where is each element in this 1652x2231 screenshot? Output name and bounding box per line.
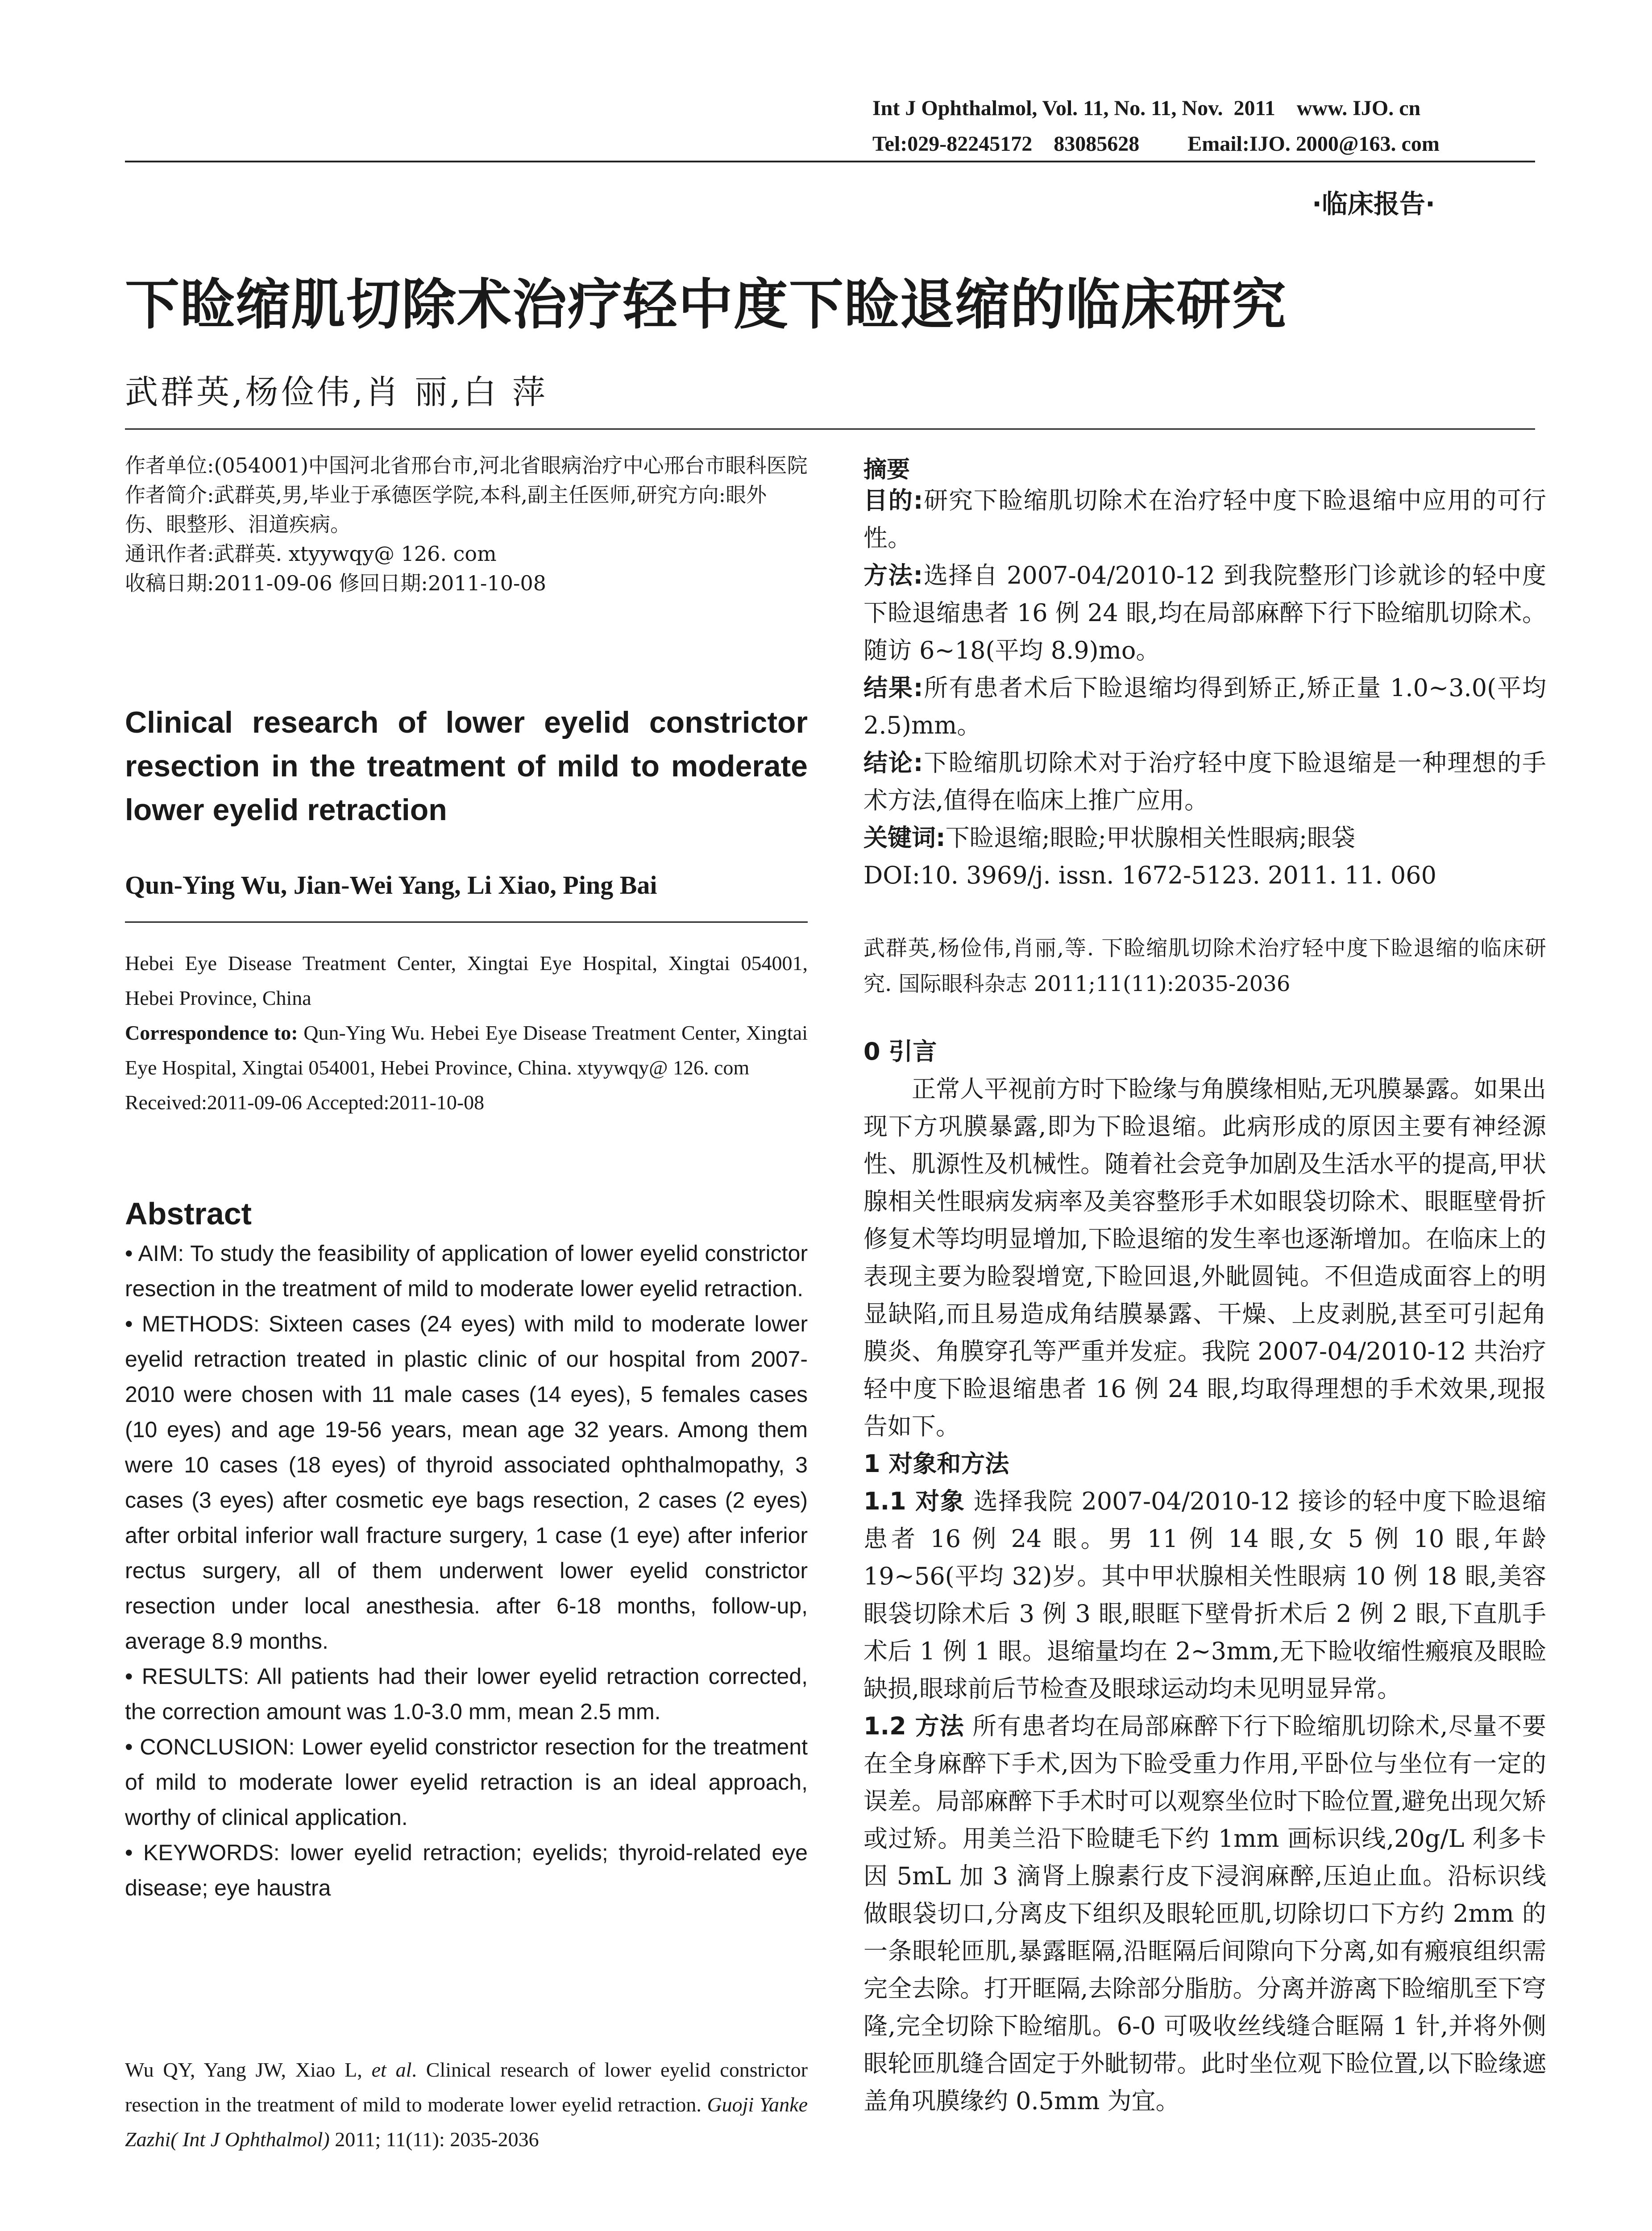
affiliation: Hebei Eye Disease Treatment Center, Xingtai Eye Hospital, Xingtai 054001, Hebei Province, China xyxy=(125,952,808,1009)
cn-results xyxy=(863,669,1546,744)
english-authors: Qun-Ying Wu, Jian-Wei Yang, Li Xiao, Ping Bai xyxy=(125,871,657,900)
cn-conclusion xyxy=(863,744,1546,819)
header-rule xyxy=(125,161,1535,162)
cn-abstract-heading: 摘要 xyxy=(863,456,910,483)
correspondence-label: Correspondence to: xyxy=(125,1021,298,1044)
english-affiliation-block xyxy=(125,946,808,1120)
cn-aim-text: 研究下睑缩肌切除术在治疗轻中度下睑退缩中应用的可行性。 xyxy=(863,486,1546,552)
authors-rule xyxy=(125,921,808,923)
author-unit: 作者单位:(054001)中国河北省邢台市,河北省眼病治疗中心邢台市眼科医院 xyxy=(125,453,808,477)
english-abstract xyxy=(125,1236,808,1906)
section-1-2 xyxy=(863,1708,1546,2120)
corresponding-author: 通讯作者:武群英. xtyywqy@ 126. com xyxy=(125,542,497,566)
cn-results-label: 结果: xyxy=(863,674,923,702)
cn-conclusion-label: 结论: xyxy=(863,749,923,777)
cn-citation: 武群英,杨俭伟,肖丽,等. 下睑缩肌切除术治疗轻中度下睑退缩的临床研究. 国际眼科杂志 2011;11(11):2035-2036 xyxy=(863,936,1546,996)
english-dates: Received:2011-09-06 Accepted:2011-10-08 xyxy=(125,1091,485,1114)
cn-methods xyxy=(863,557,1546,669)
cn-results-text: 所有患者术后下睑退缩均得到矫正,矫正量 1.0~3.0(平均 2.5)mm。 xyxy=(863,674,1546,739)
abstract-results: • RESULTS: All patients had their lower eyelid retraction corrected, the correction amount was 1.0-3.0 mm, mean 2.5 mm. xyxy=(125,1664,808,1724)
cn-keywords-label: 关键词: xyxy=(863,824,946,852)
author-bio: 作者简介:武群英,男,毕业于承德医学院,本科,副主任医师,研究方向:眼外伤、眼整形、泪道疾病。 xyxy=(125,483,767,536)
cn-aim-label: 目的: xyxy=(863,486,923,514)
section-1-1-text: 选择我院 2007-04/2010-12 接诊的轻中度下睑退缩患者 16 例 24 眼。男 11 例 14 眼,女 5 例 10 眼,年龄 19~56(平均 32)岁。其中甲状腺相关性眼病 10 例 18 眼,美容眼袋切除术后 3 例 3 眼,眼眶下壁骨折术后 2 例 2 眼,下直肌手术后 1 例 1 眼。退缩量均在 2~3mm,无下睑收缩性瘢痕及眼睑缺损,眼球前后节检查及眼球运动均未见明显异常。 xyxy=(863,1487,1546,1703)
cn-doi: DOI:10. 3969/j. issn. 1672-5123. 2011. 11. 060 xyxy=(863,861,1436,889)
cn-conclusion-text: 下睑缩肌切除术对于治疗轻中度下睑退缩是一种理想的手术方法,值得在临床上推广应用。 xyxy=(863,749,1546,814)
abstract-aim: • AIM: To study the feasibility of application of lower eyelid constrictor resection in the treatment of mild to moderate lower eyelid retraction. xyxy=(125,1241,808,1301)
abstract-keywords: • KEYWORDS: lower eyelid retraction; eyelids; thyroid-related eye disease; eye haustra xyxy=(125,1840,808,1900)
abstract-methods: • METHODS: Sixteen cases (24 eyes) with mild to moderate lower eyelid retraction treated in plastic clinic of our hospital from 2007-2010 were chosen with 11 male cases (14 eyes), 5 females cases (10 eyes) and age 19-56 years, mean age 32 years. Among them were 10 cases (18 eyes) of thyroid associated ophthalmopathy, 3 cases (3 eyes) after cosmetic eye bags resection, 2 cases (2 eyes) after orbital inferior wall fracture surgery, 1 case (1 eye) after inferior rectus surgery, all of them underwent lower eyelid constrictor resection under local anesthesia. after 6-18 months, follow-up, average 8.9 months. xyxy=(125,1311,808,1654)
cn-abstract xyxy=(863,482,1546,894)
citation-title: . Clinical research of lower eyelid constrictor resection in the treatment of mild to moderate lower eyelid retraction. xyxy=(125,2058,808,2116)
section-1-2-label: 1.2 方法 xyxy=(863,1712,964,1740)
cn-keywords xyxy=(863,819,1546,857)
section-tag: ·临床报告· xyxy=(1312,189,1436,219)
citation-volume: 2011; 11(11): 2035-2036 xyxy=(329,2128,539,2151)
author-meta xyxy=(125,451,808,598)
heading-methods: 1 对象和方法 xyxy=(863,1450,1009,1478)
section-1-1 xyxy=(863,1483,1546,1708)
intro-paragraph: 正常人平视前方时下睑缘与角膜缘相贴,无巩膜暴露。如果出现下方巩膜暴露,即为下睑退缩。此病形成的原因主要有神经源性、肌源性及机械性。随着社会竞争加剧及生活水平的提高,甲状腺相关性眼病发病率及美容整形手术如眼袋切除术、眼眶壁骨折修复术等均明显增加,下睑退缩的发生率也逐渐增加。在临床上的表现主要为睑裂增宽,下睑回退,外眦圆钝。不但造成面容上的明显缺陷,而且易造成角结膜暴露、干燥、上皮剥脱,甚至可引起角膜炎、角膜穿孔等严重并发症。我院 2007-04/2010-12 共治疗轻中度下睑退缩患者 16 例 24 眼,均取得理想的手术效果,现报告如下。 xyxy=(863,1075,1546,1440)
authors-cn: 武群英,杨俭伟,肖 丽,白 萍 xyxy=(125,373,548,411)
abstract-heading: Abstract xyxy=(125,1196,252,1231)
title-rule xyxy=(125,428,1535,430)
citation-authors: Wu QY, Yang JW, Xiao L, xyxy=(125,2058,372,2081)
cn-keywords-text: 下睑退缩;眼睑;甲状腺相关性眼病;眼袋 xyxy=(945,824,1356,852)
cn-aim xyxy=(863,482,1546,557)
citation-etal: et al xyxy=(371,2058,412,2081)
cn-methods-text: 选择自 2007-04/2010-12 到我院整形门诊就诊的轻中度下睑退缩患者 16 例 24 眼,均在局部麻醉下行下睑缩肌切除术。随访 6~18(平均 8.9)mo。 xyxy=(863,561,1546,664)
english-title: Clinical research of lower eyelid constrictor resection in the treatment of mild to moderate lower eyelid retraction xyxy=(125,705,808,827)
journal-header: Int J Ophthalmol, Vol. 11, No. 11, Nov. 2011 www. IJO. cn xyxy=(872,96,1421,120)
english-citation xyxy=(125,2053,808,2157)
correspondence-text: Qun-Ying Wu. Hebei Eye Disease Treatment Center, Xingtai Eye Hospital, Xingtai 054001, Hebei Province, China. xtyywqy@ 126. com xyxy=(125,1021,808,1079)
contact-header: Tel:029-82245172 83085628 Email:IJO. 2000@163. com xyxy=(872,132,1440,156)
citation-journal: Guoji Yanke Zazhi( Int J Ophthalmol) xyxy=(125,2093,808,2151)
correspondence xyxy=(125,1016,808,1085)
received-dates: 收稿日期:2011-09-06 修回日期:2011-10-08 xyxy=(125,571,547,595)
article-body xyxy=(863,1033,1546,2120)
cn-methods-label: 方法: xyxy=(863,561,923,589)
heading-intro: 0 引言 xyxy=(863,1037,937,1066)
page-title: 下睑缩肌切除术治疗轻中度下睑退缩的临床研究 xyxy=(125,273,1287,336)
section-1-2-text: 所有患者均在局部麻醉下行下睑缩肌切除术,尽量不要在全身麻醉下手术,因为下睑受重力作用,平卧位与坐位有一定的误差。局部麻醉下手术时可以观察坐位时下睑位置,避免出现欠矫或过矫。用美兰沿下睑睫毛下约 1mm 画标识线,20g/L 利多卡因 5mL 加 3 滴肾上腺素行皮下浸润麻醉,压迫止血。沿标识线做眼袋切口,分离皮下组织及眼轮匝肌,切除切口下方约 2mm 的一条眼轮匝肌,暴露眶隔,沿眶隔后间隙向下分离,如有瘢痕组织需完全去除。打开眶隔,去除部分脂肪。分离并游离下睑缩肌至下穹隆,完全切除下睑缩肌。6-0 可吸收丝线缝合眶隔 1 针,并将外侧眼轮匝肌缝合固定于外眦韧带。此时坐位观下睑位置,以下睑缘遮盖角巩膜缘约 0.5mm 为宜。 xyxy=(863,1712,1547,2115)
abstract-conclusion: • CONCLUSION: Lower eyelid constrictor resection for the treatment of mild to moderate lower eyelid retraction is an ideal approach, worthy of clinical application. xyxy=(125,1734,808,1830)
section-1-1-label: 1.1 对象 xyxy=(863,1487,965,1515)
